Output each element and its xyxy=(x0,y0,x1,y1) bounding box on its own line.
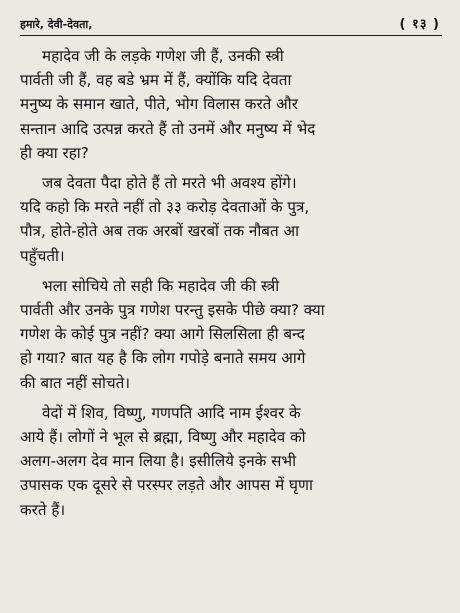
text-line: पौत्र, होते-होते अब तक अरबों खरबों तक नौबत आ xyxy=(20,222,299,241)
body-text xyxy=(20,44,442,522)
text-line: पार्वती जी हैं, वह बडे भ्रम में हैं, क्योंकि यदि देवता xyxy=(20,71,292,90)
text-line: आये हैं। लोगों ने भूल से ब्रह्मा, विष्णु और महादेव को xyxy=(20,428,306,447)
text-line: पार्वती और उनके पुत्र गणेश परन्तु इसके पीछे क्या? क्या xyxy=(20,301,325,320)
running-title: हमारे, देवी-देवता, xyxy=(20,18,93,31)
text-line: करते हैं। xyxy=(20,500,66,519)
text-line: ही क्या रहा? xyxy=(20,143,89,162)
text-line: हो गया? बात यह है कि लोग गपोड़े बनाते समय आगे xyxy=(20,349,306,368)
text-line: मनुष्य के समान खाते, पीते, भोग विलास करते और xyxy=(20,95,298,114)
text-line: उपासक एक दूसरे से परस्पर लड़ते और आपस में घृणा xyxy=(20,476,313,495)
header-rule xyxy=(20,35,442,36)
text-line: यदि कहो कि मरते नहीं तो ३३ करोड़ देवताओं के पुत्र, xyxy=(20,198,310,217)
paragraph-1 xyxy=(20,44,442,165)
text-line: जब देवता पैदा होते हैं तो मरते भी अवश्य होंगे। xyxy=(42,174,297,193)
paragraph-3 xyxy=(20,274,442,395)
text-line: अलग-अलग देव मान लिया है। इसीलिये इनके सभी xyxy=(20,452,297,471)
text-line: सन्तान आदि उत्पन्न करते हैं तो उनमें और मनुष्य में भेद xyxy=(20,119,316,138)
text-line: महादेव जी के लड़के गणेश जी हैं, उनकी स्त्री xyxy=(42,47,284,65)
text-line: पहुँचती। xyxy=(20,246,65,265)
paragraph-2 xyxy=(20,171,442,268)
running-header xyxy=(20,14,442,35)
text-line: वेदों में शिव, विष्णु, गणपति आदि नाम ईश्वर के xyxy=(42,403,301,422)
text-line: की बात नहीं सोचते। xyxy=(20,373,131,392)
page-number: ( १३ ) xyxy=(399,17,440,32)
text-line: गणेश के कोई पुत्र नहीं? क्या आगे सिलसिला ही बन्द xyxy=(20,325,305,344)
paragraph-4 xyxy=(20,401,442,522)
text-line: भला सोचिये तो सही कि महादेव जी की स्त्री xyxy=(42,276,280,295)
